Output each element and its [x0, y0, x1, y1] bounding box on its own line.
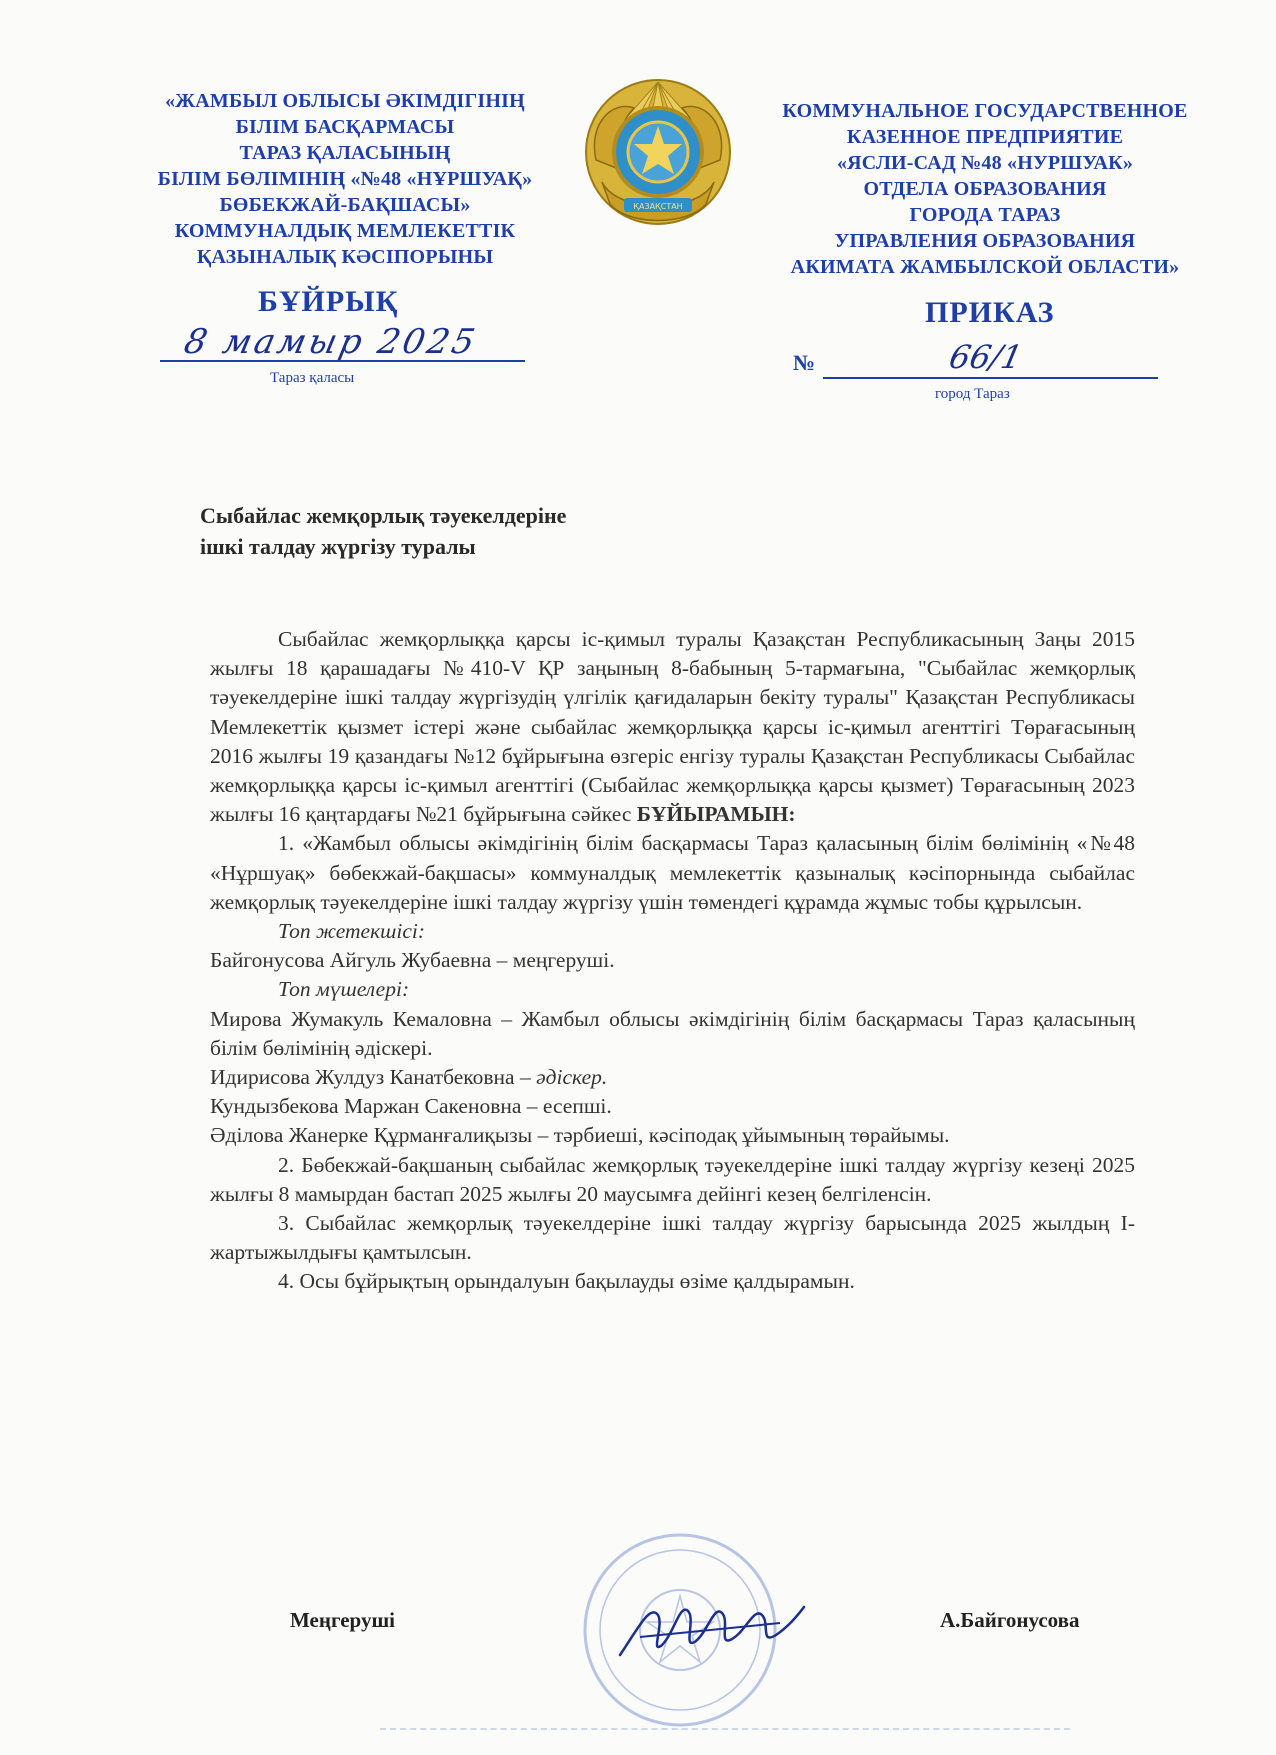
header-left-line: БІЛІМ БАСҚАРМАСЫ: [235, 116, 455, 138]
preamble-paragraph: [210, 625, 1135, 829]
order-subject: [200, 500, 566, 562]
order-title-ru: ПРИКАЗ: [925, 296, 1055, 329]
member-2: [210, 1063, 1135, 1092]
header-right-line: УПРАВЛЕНИЯ ОБРАЗОВАНИЯ: [834, 230, 1136, 252]
member-2-role: әдіскер.: [536, 1065, 608, 1090]
leader: Байгонусова Айгуль Жубаевна – меңгеруші.: [210, 948, 615, 973]
header-left-line: БІЛІМ БӨЛІМІНІҢ «№48 «НҰРШУАҚ»: [157, 168, 533, 190]
header-left-line: «ЖАМБЫЛ ОБЛЫСЫ ӘКІМДІГІНІҢ: [165, 90, 525, 112]
header-right-line: КОММУНАЛЬНОЕ ГОСУДАРСТВЕННОЕ: [782, 100, 1188, 122]
header-right-line: АКИМАТА ЖАМБЫЛСКОЙ ОБЛАСТИ»: [790, 256, 1180, 278]
footer-dashed-line: [380, 1728, 1070, 1730]
item-4: 4. Осы бұйрықтың орындалуын бақылауды өзіме қалдырамын.: [278, 1269, 855, 1294]
date-underline: [160, 360, 525, 362]
order-title-kk: БҰЙРЫҚ: [258, 285, 399, 318]
item-2: 2. Бөбекжай-бақшаның сыбайлас жемқорлық тәуекелдеріне ішкі талдау жүргізу кезеңі 2025 жылғы 8 мамырдан бастап 2025 жылғы 20 маусымға дейінгі кезең белгіленсін.: [210, 1152, 1135, 1206]
header-left-organization-kk: [140, 88, 550, 270]
order-number-sign: №: [793, 350, 816, 375]
header-right-organization-ru: [770, 98, 1200, 280]
header-right-line: ГОРОДА ТАРАЗ: [909, 204, 1061, 226]
order-body: [210, 625, 1135, 1297]
item-3: 3. Сыбайлас жемқорлық тәуекелдеріне ішкі талдау жүргізу барысында 2025 жылдың І-жартыжылдығы қамтылсын.: [210, 1211, 1135, 1265]
header-right-line: «ЯСЛИ-САД №48 «НУРШУАК»: [836, 152, 1134, 174]
header-left-line: ТАРАЗ ҚАЛАСЫНЫҢ: [239, 142, 451, 164]
order-word: БҰЙЫРАМЫН:: [636, 802, 796, 827]
subject-line: ішкі талдау жүргізу туралы: [200, 534, 476, 559]
subject-line: Сыбайлас жемқорлық тәуекелдеріне: [200, 503, 567, 528]
header-left-line: КОММУНАЛДЫҚ МЕМЛЕКЕТТІК: [174, 220, 516, 242]
signer-name: А.Байгонусова: [940, 1608, 1080, 1632]
member-4: Әділова Жанерке Құрманғалиқызы – тәрбиеші, кәсіподақ ұйымының төрайымы.: [210, 1123, 950, 1148]
order-date-handwritten: 8 мамыр 2025: [180, 322, 482, 362]
header-right-line: КАЗЕННОЕ ПРЕДПРИЯТИЕ: [846, 126, 1124, 148]
city-ru: город Тараз: [935, 386, 1010, 402]
city-kk: Тараз қаласы: [270, 370, 355, 386]
emblem-text: ҚАЗАҚСТАН: [633, 202, 683, 211]
header-left-line: ҚАЗЫНАЛЫҚ КӘСІПОРЫНЫ: [196, 246, 494, 268]
leader-label: Топ жетекшісі:: [278, 919, 426, 944]
member-3: Кундызбекова Маржан Сакеновна – есепші.: [210, 1094, 612, 1119]
state-emblem-icon: [578, 64, 738, 234]
member-1: Мирова Жумакуль Кемаловна – Жамбыл облысы әкімдігінің білім басқармасы Тараз қаласының білім бөлімінің әдіскері.: [210, 1006, 1135, 1060]
members-label: Топ мүшелері:: [278, 977, 410, 1002]
signer-position: Меңгеруші: [290, 1608, 396, 1632]
order-number-handwritten: 66/1: [945, 338, 1026, 376]
header-left-line: БӨБЕКЖАЙ-БАҚШАСЫ»: [219, 194, 471, 216]
preamble-text: Сыбайлас жемқорлыққа қарсы іс-қимыл туралы Қазақстан Республикасының Заңы 2015 жылғы 18 қарашадағы №410-V ҚР заңының 8-бабының 5-тармағына, "Сыбайлас жемқорлық тәуекелдеріне ішкі талдау жүргізудің үлгілік қағидаларын бекіту туралы" Қазақстан Республикасы Мемлекеттік қызмет істері және сыбайлас жемқорлыққа қарсы іс-қимыл агенттігі Төрағасының 2016 жылғы 19 қазандағы №12 бұйрығына өзгеріс енгізу туралы Қазақстан Республикасы Сыбайлас жемқорлыққа қарсы іс-қимыл агенттігі (Сыбайлас жемқорлыққа қарсы қызмет) Төрағасының 2023 жылғы 16 қаңтардағы №21 бұйрығына сәйкес: [210, 627, 1135, 827]
number-underline: [823, 377, 1158, 379]
item-1: 1. «Жамбыл облысы әкімдігінің білім басқармасы Тараз қаласының білім бөлімінің «№48 «Нұршуақ» бөбекжай-бақшасы» коммуналдық мемлекеттік қазыналық кәсіпорнында сыбайлас жемқорлық тәуекелдеріне ішкі талдау жүргізу үшін төмендегі құрамда жұмыс тобы құрылсын.: [210, 831, 1135, 914]
header-right-line: ОТДЕЛА ОБРАЗОВАНИЯ: [863, 178, 1107, 200]
handwritten-signature-icon: [610, 1585, 810, 1675]
member-2-name: Идирисова Жулдуз Канатбековна –: [210, 1065, 531, 1090]
